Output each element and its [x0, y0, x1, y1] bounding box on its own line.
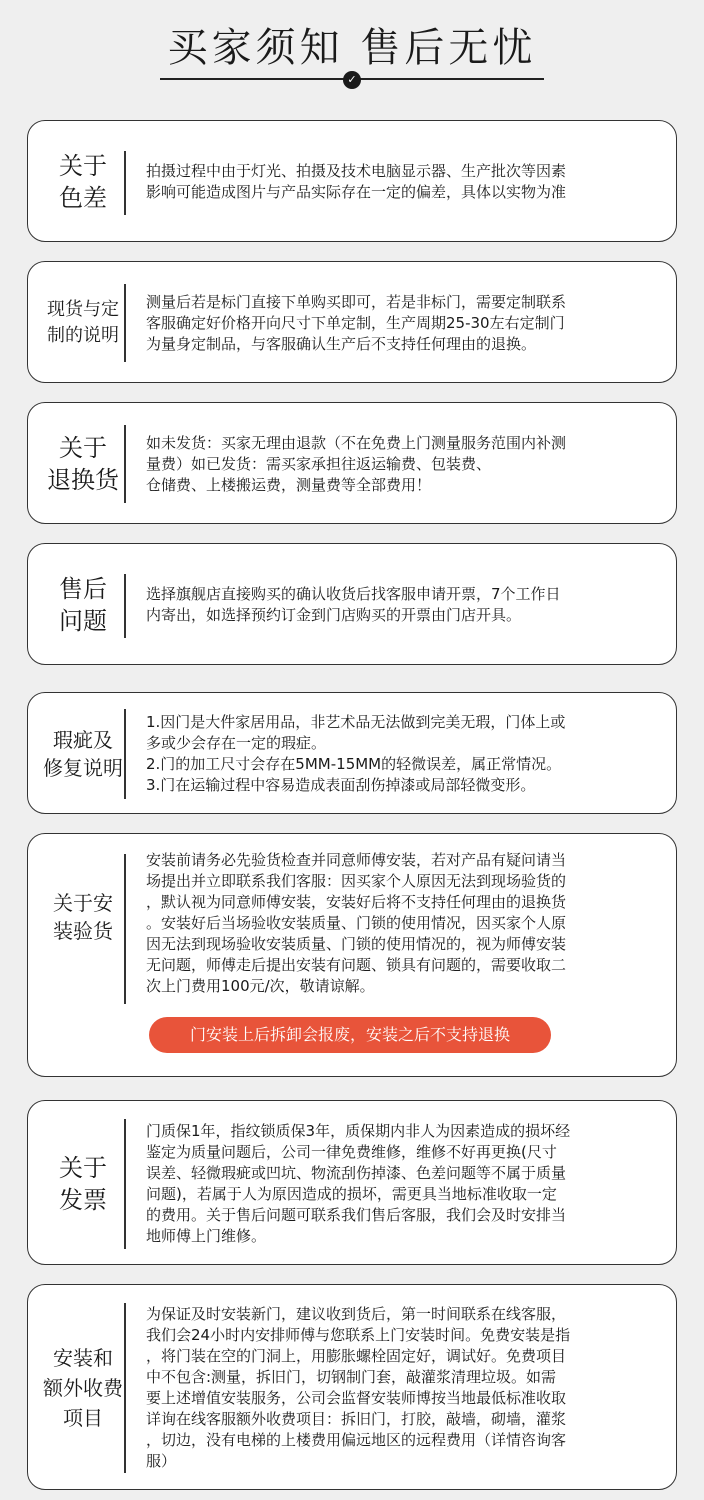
card-text-line: 门质保1年，指纹锁质保3年，质保期内非人为因素造成的损坏经	[146, 1121, 571, 1140]
card-text-line: ，切边，没有电梯的上楼费用偏远地区的远程费用（详情咨询客	[146, 1431, 567, 1449]
card-label-line: 安装和	[53, 1346, 113, 1370]
card-label	[28, 693, 138, 815]
card-body	[146, 1285, 666, 1491]
card-label-line: 制的说明	[47, 325, 119, 346]
card-text-line: 鉴定为质量问题后，公司一律免费维修，维修不好再更换(尺寸	[146, 1142, 557, 1161]
card-color-difference	[27, 120, 677, 242]
card-text-line: 量费）如已发货：需买家承担往返运输费、包装费、	[146, 454, 492, 473]
card-label-line: 瑕疵及	[53, 728, 113, 752]
card-stock-custom	[27, 261, 677, 383]
card-body	[146, 544, 666, 666]
card-label-line: 售后	[59, 575, 107, 603]
card-text-line: 3.门在运输过程中容易造成表面刮伤掉漆或局部轻微变形。	[146, 776, 536, 794]
warning-banner: 门安装上后拆卸会报废，安装之后不支持退换	[149, 1017, 551, 1053]
card-text-line: 误差、轻微瑕疵或凹坑、物流刮伤掉漆、色差问题等不属于质量	[146, 1163, 567, 1182]
card-label-line: 额外收费	[43, 1376, 123, 1400]
card-text-line: 1.因门是大件家居用品，非艺术品无法做到完美无瑕，门体上或	[146, 713, 566, 731]
card-text-line: 中不包含:测量，拆旧门，切钢制门套，敲灌浆清理垃圾。如需	[146, 1368, 557, 1386]
card-text-line: 详询在线客服额外收费项目：拆旧门，打胶，敲墙，砌墙，灌浆	[146, 1410, 567, 1428]
card-text-line: 为量身定制品，与客服确认生产后不支持任何理由的退换。	[146, 334, 537, 353]
card-text-line: 场提出并立即联系我们客服：因买家个人原因无法到现场验货的	[146, 872, 567, 890]
card-text-line: 内寄出，如选择预约订金到门店购买的开票由门店开具。	[146, 606, 522, 624]
card-text-line: 多或少会存在一定的瑕症。	[146, 734, 327, 752]
card-text-line: 2.门的加工尺寸会存在5MM-15MM的轻微误差，属正常情况。	[146, 755, 562, 773]
card-label-line: 现货与定	[47, 299, 119, 320]
card-install-extra-fees	[27, 1284, 677, 1490]
card-text-line: 次上门费用100元/次，敬请谅解。	[146, 977, 375, 995]
card-label-line: 关于安	[53, 890, 113, 915]
card-label-line: 发票	[59, 1185, 107, 1214]
card-body	[146, 850, 666, 1000]
card-text-line: 。安装好后当场验收安装质量、门锁的使用情况，因买家个人原	[146, 914, 567, 932]
card-text-line: 仓储费、上楼搬运费，测量费等全部费用！	[146, 475, 432, 494]
card-text-line: 如未发货：买家无理由退款（不在免费上门测量服务范围内补测	[146, 433, 567, 452]
card-divider	[124, 425, 126, 503]
card-text-line: 拍摄过程中由于灯光、拍摄及技术电脑显示器、生产批次等因素	[146, 162, 567, 180]
card-text-line: 我们会24小时内安排师傅与您联系上门安装时间。免费安装是指	[146, 1326, 571, 1344]
card-body	[146, 262, 666, 384]
card-body	[146, 693, 666, 815]
card-label	[28, 544, 138, 666]
card-label-line: 问题	[59, 607, 107, 635]
card-label-line: 装验货	[53, 918, 113, 943]
card-text-line: ，将门装在空的门洞上，用膨胀螺栓固定好，调试好。免费项目	[146, 1347, 567, 1365]
card-text-line: 要上述增值安装服务，公司会监督安装师博按当地最低标准收取	[146, 1389, 567, 1407]
card-divider	[124, 709, 126, 799]
card-text-line: ，默认视为同意师傅安装，安装好后将不支持任何理由的退换货	[146, 893, 567, 911]
card-label-line: 关于	[59, 152, 107, 180]
card-body	[146, 121, 666, 243]
card-divider	[124, 574, 126, 638]
card-text-line: 因无法到现场验收安装质量、门锁的使用情况的，视为师傅安装	[146, 935, 567, 953]
card-text-line: 无问题，师傅走后提出安装有问题、锁具有问题的，需要收取二	[146, 956, 567, 974]
card-label-line: 项目	[63, 1406, 103, 1430]
card-warranty-invoice	[27, 1100, 677, 1265]
card-body	[146, 403, 666, 525]
card-text-line: 安装前请务必先验货检查并同意师傅安装，若对产品有疑问请当	[146, 851, 567, 869]
check-circle-icon: ✓	[343, 71, 361, 89]
card-divider	[124, 151, 126, 215]
card-label-line: 修复说明	[43, 756, 123, 780]
card-label	[28, 403, 138, 525]
card-body	[146, 1101, 666, 1266]
card-text-line: 地师傅上门维修。	[146, 1226, 267, 1245]
card-defect-repair	[27, 692, 677, 814]
card-label	[28, 1285, 138, 1491]
card-after-sales	[27, 543, 677, 665]
card-label-line: 色差	[59, 184, 107, 212]
card-label	[28, 834, 138, 999]
card-text-line: 的费用。关于售后问题可联系我们售后客服，我们会及时安排当	[146, 1205, 567, 1224]
card-label	[28, 1101, 138, 1266]
card-divider	[124, 284, 126, 362]
card-text-line: 选择旗舰店直接购买的确认收货后找客服申请开票，7个工作日	[146, 585, 561, 603]
card-text-line: 服）	[146, 1452, 177, 1470]
card-text-line: 客服确定好价格开向尺寸下单定制，生产周期25-30左右定制门	[146, 313, 565, 332]
card-label-line: 退换货	[47, 466, 119, 494]
card-divider	[124, 1303, 126, 1473]
card-return-exchange	[27, 402, 677, 524]
card-installation-inspection	[27, 833, 677, 1077]
card-divider	[124, 854, 126, 1004]
card-label-line: 关于	[59, 434, 107, 462]
card-divider	[124, 1119, 126, 1249]
card-text-line: 测量后若是标门直接下单购买即可，若是非标门，需要定制联系	[146, 292, 567, 311]
card-text-line: 为保证及时安装新门，建议收到货后，第一时间联系在线客服，	[146, 1305, 567, 1323]
page-title: 买家须知 售后无忧	[167, 25, 537, 71]
card-label-line: 关于	[59, 1153, 107, 1182]
card-label	[28, 262, 138, 384]
card-label	[28, 121, 138, 243]
card-text-line: 问题)，若属于人为原因造成的损坏，需更具当地标准收取一定	[146, 1184, 557, 1203]
card-text-line: 影响可能造成图片与产品实际存在一定的偏差，具体以实物为准	[146, 183, 567, 201]
page-header	[0, 0, 704, 100]
